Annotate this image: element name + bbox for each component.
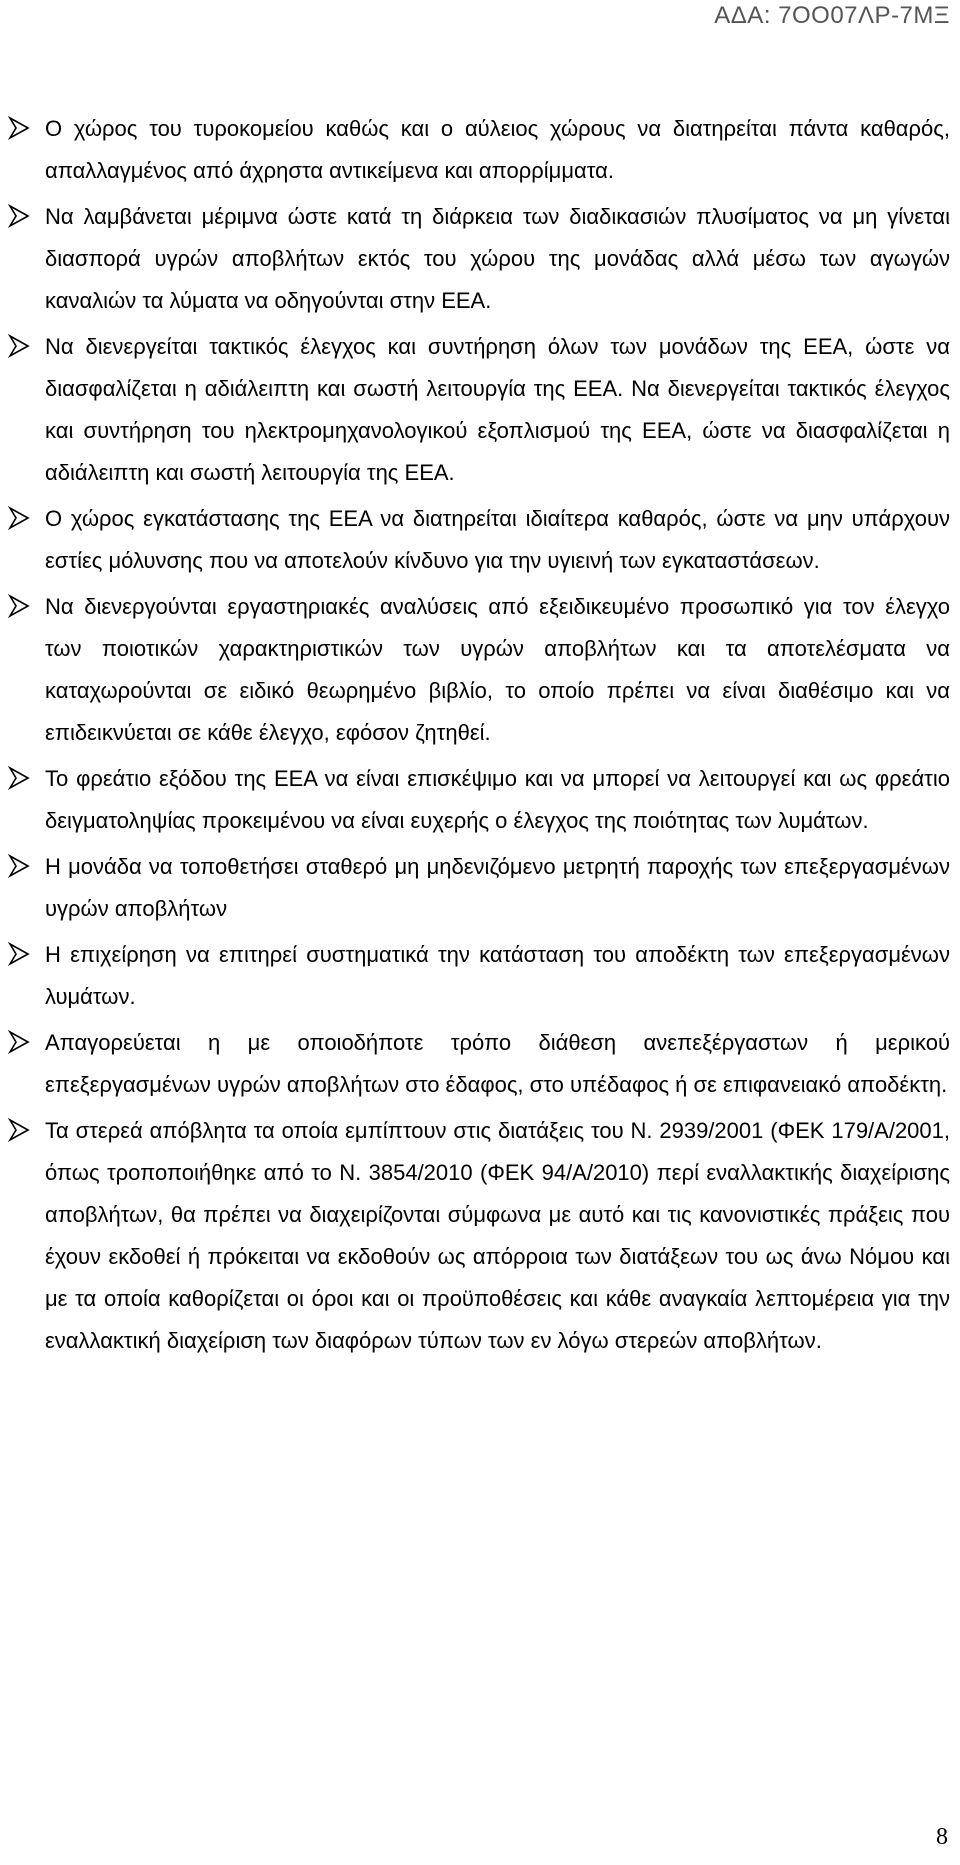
bullet-item <box>0 196 960 322</box>
bullet-text: Τα στερεά απόβλητα τα οποία εμπίπτουν στις διατάξεις του Ν. 2939/2001 (ΦΕΚ 179/Α/2001, όπως τροποποιήθηκε από το Ν. 3854/2010 (ΦΕΚ 94/Α/2010) περί εναλλακτικής διαχείρισης αποβλήτων, θα πρέπει να διαχειρίζονται σύμφωνα με αυτό και τις κανονιστικές πράξεις που έχουν εκδοθεί ή πρόκειται να εκδοθούν ως απόρροια των διατάξεων του ως άνω Νόμου και με τα οποία καθορίζεται οι όροι και οι προϋποθέσεις και κάθε αναγκαία λεπτομέρεια για την εναλλακτική διαχείριση των διαφόρων τύπων των εν λόγω στερεών αποβλήτων. <box>45 1118 950 1353</box>
ada-code: ΑΔΑ: 7ΟΟ07ΛΡ-7ΜΞ <box>714 2 950 29</box>
arrowhead-bullet-icon <box>6 203 32 229</box>
bullet-item <box>0 1022 960 1106</box>
arrowhead-bullet-icon <box>6 765 32 791</box>
bullet-text: Ο χώρος του τυροκομείου καθώς και ο αύλειος χώρους να διατηρείται πάντα καθαρός, απαλλαγμένος από άχρηστα αντικείμενα και απορρίμματα. <box>45 116 950 183</box>
arrowhead-bullet-icon <box>6 941 32 967</box>
bullet-text: Ο χώρος εγκατάστασης της ΕΕΑ να διατηρείται ιδιαίτερα καθαρός, ώστε να μην υπάρχουν εστίες μόλυνσης που να αποτελούν κίνδυνο για την υγιεινή των εγκαταστάσεων. <box>45 506 950 573</box>
bullet-text: Το φρεάτιο εξόδου της ΕΕΑ να είναι επισκέψιμο και να μπορεί να λειτουργεί και ως φρεάτιο δειγματοληψίας προκειμένου να είναι ευχερής ο έλεγχος της ποιότητας των λυμάτων. <box>45 766 950 833</box>
arrowhead-bullet-icon <box>6 853 32 879</box>
arrowhead-bullet-icon <box>6 1117 32 1143</box>
bullet-item <box>0 326 960 494</box>
bullet-item <box>0 108 960 192</box>
bullet-item <box>0 1110 960 1362</box>
bullet-item <box>0 846 960 930</box>
arrowhead-bullet-icon <box>6 1029 32 1055</box>
bullet-text: Να διενεργούνται εργαστηριακές αναλύσεις από εξειδικευμένο προσωπικό για τον έλεγχο των ποιοτικών χαρακτηριστικών των υγρών αποβλήτων και τα αποτελέσματα να καταχωρούνται σε ειδικό θεωρημένο βιβλίο, το οποίο πρέπει να είναι διαθέσιμο και να επιδεικνύεται σε κάθε έλεγχο, εφόσον ζητηθεί. <box>45 594 950 745</box>
bullet-text: Η μονάδα να τοποθετήσει σταθερό μη μηδενιζόμενο μετρητή παροχής των επεξεργασμένων υγρών αποβλήτων <box>45 854 950 921</box>
page-number: 8 <box>936 1824 948 1850</box>
bullet-item <box>0 586 960 754</box>
bullet-item <box>0 758 960 842</box>
arrowhead-bullet-icon <box>6 333 32 359</box>
arrowhead-bullet-icon <box>6 593 32 619</box>
document-body <box>0 108 960 1366</box>
arrowhead-bullet-icon <box>6 505 32 531</box>
bullet-text: Να διενεργείται τακτικός έλεγχος και συντήρηση όλων των μονάδων της ΕΕΑ, ώστε να διασφαλίζεται η αδιάλειπτη και σωστή λειτουργία της ΕΕΑ. Να διενεργείται τακτικός έλεγχος και συντήρηση του ηλεκτρομηχανολογικού εξοπλισμού της ΕΕΑ, ώστε να διασφαλίζεται η αδιάλειπτη και σωστή λειτουργία της ΕΕΑ. <box>45 334 950 485</box>
bullet-text: Απαγορεύεται η με οποιοδήποτε τρόπο διάθεση ανεπεξέργαστων ή μερικού επεξεργασμένων υγρών αποβλήτων στο έδαφος, στο υπέδαφος ή σε επιφανειακό αποδέκτη. <box>45 1030 950 1097</box>
bullet-text: Να λαμβάνεται μέριμνα ώστε κατά τη διάρκεια των διαδικασιών πλυσίματος να μη γίνεται διασπορά υγρών αποβλήτων εκτός του χώρου της μονάδας αλλά μέσω των αγωγών καναλιών τα λύματα να οδηγούνται στην ΕΕΑ. <box>45 204 950 313</box>
bullet-item <box>0 498 960 582</box>
arrowhead-bullet-icon <box>6 115 32 141</box>
bullet-item <box>0 934 960 1018</box>
bullet-text: Η επιχείρηση να επιτηρεί συστηματικά την κατάσταση του αποδέκτη των επεξεργασμένων λυμάτων. <box>45 942 950 1009</box>
